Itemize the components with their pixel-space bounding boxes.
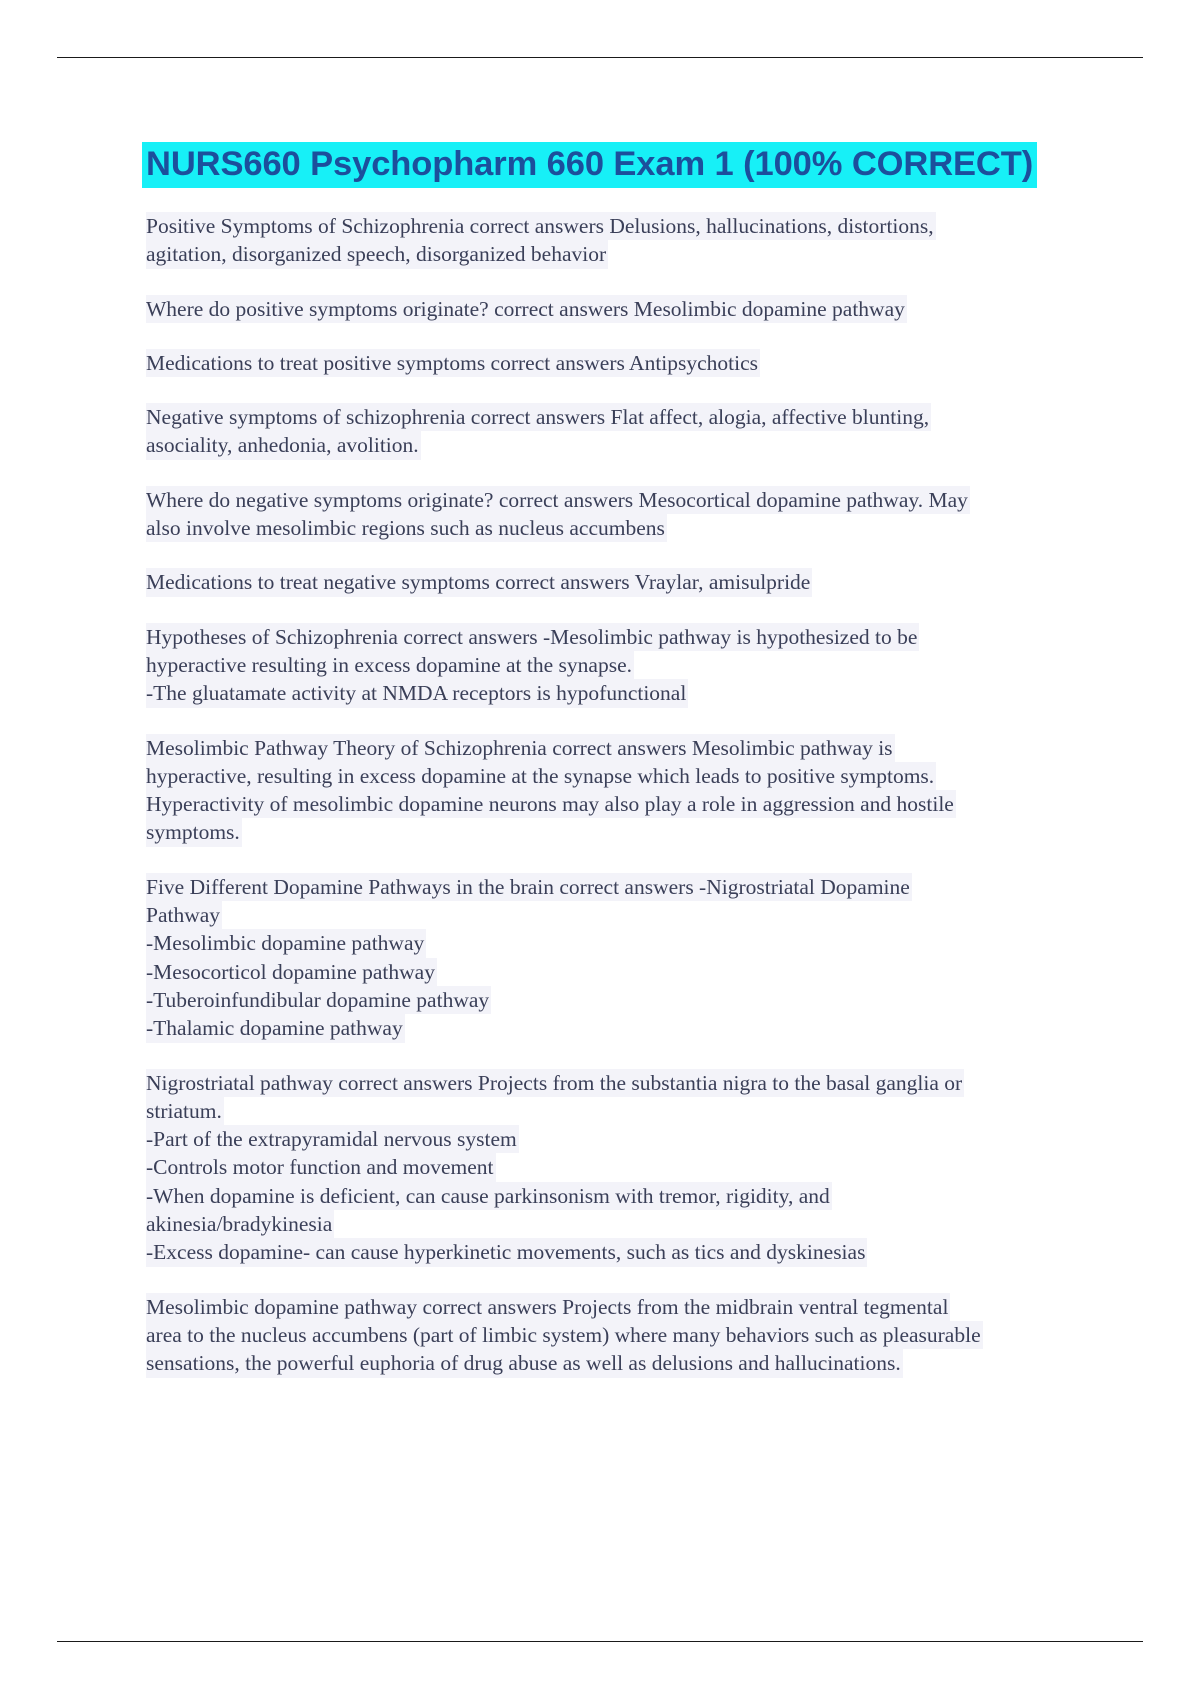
qa-line: agitation, disorganized speech, disorganized behavior bbox=[146, 240, 608, 268]
qa-line-row bbox=[146, 818, 1096, 846]
qa-line: Mesolimbic Pathway Theory of Schizophrenia correct answers Mesolimbic pathway is bbox=[146, 734, 895, 762]
qa-line: -When dopamine is deficient, can cause parkinsonism with tremor, rigidity, and bbox=[146, 1182, 832, 1210]
qa-line: Hypotheses of Schizophrenia correct answers -Mesolimbic pathway is hypothesized to be bbox=[146, 623, 919, 651]
qa-line: -Tuberoinfundibular dopamine pathway bbox=[146, 986, 491, 1014]
qa-line-row bbox=[146, 901, 1096, 929]
qa-line-row bbox=[146, 486, 1096, 514]
qa-line-row bbox=[146, 403, 1096, 431]
qa-line: -Mesocorticol dopamine pathway bbox=[146, 958, 437, 986]
qa-line: -Part of the extrapyramidal nervous system bbox=[146, 1125, 519, 1153]
qa-line-row bbox=[146, 295, 1096, 323]
qa-entry bbox=[146, 295, 1096, 323]
qa-line-row bbox=[146, 1069, 1096, 1097]
qa-entry bbox=[146, 568, 1096, 596]
qa-line-row bbox=[146, 762, 1096, 790]
qa-line-row bbox=[146, 1238, 1096, 1266]
top-rule bbox=[57, 57, 1143, 58]
qa-line: sensations, the powerful euphoria of drug abuse as well as delusions and hallucinations. bbox=[146, 1349, 903, 1377]
qa-line-row bbox=[146, 958, 1096, 986]
qa-line: asociality, anhedonia, avolition. bbox=[146, 431, 421, 459]
qa-entry bbox=[146, 1069, 1096, 1267]
qa-line: area to the nucleus accumbens (part of limbic system) where many behaviors such as pleasurable bbox=[146, 1321, 983, 1349]
qa-line-row bbox=[146, 1321, 1096, 1349]
qa-line: -Excess dopamine- can cause hyperkinetic movements, such as tics and dyskinesias bbox=[146, 1238, 867, 1266]
qa-line-row bbox=[146, 734, 1096, 762]
qa-line: Medications to treat positive symptoms correct answers Antipsychotics bbox=[146, 349, 760, 377]
qa-line-row bbox=[146, 1293, 1096, 1321]
document-body bbox=[146, 142, 1096, 1404]
qa-line-row bbox=[146, 1182, 1096, 1210]
qa-entry bbox=[146, 349, 1096, 377]
qa-line-row bbox=[146, 1097, 1096, 1125]
qa-line: Positive Symptoms of Schizophrenia correct answers Delusions, hallucinations, distortions, bbox=[146, 212, 936, 240]
qa-line-row bbox=[146, 873, 1096, 901]
qa-line: akinesia/bradykinesia bbox=[146, 1210, 334, 1238]
qa-line: -Mesolimbic dopamine pathway bbox=[146, 929, 426, 957]
qa-entry bbox=[146, 212, 1096, 269]
qa-line: Medications to treat negative symptoms correct answers Vraylar, amisulpride bbox=[146, 568, 812, 596]
qa-list bbox=[146, 212, 1096, 1378]
qa-line-row bbox=[146, 1014, 1096, 1042]
qa-line-row bbox=[146, 1210, 1096, 1238]
qa-line: -Thalamic dopamine pathway bbox=[146, 1014, 405, 1042]
qa-entry bbox=[146, 623, 1096, 708]
qa-line: Hyperactivity of mesolimbic dopamine neurons may also play a role in aggression and hostile bbox=[146, 790, 956, 818]
qa-line-row bbox=[146, 1349, 1096, 1377]
qa-line: striatum. bbox=[146, 1097, 224, 1125]
qa-line-row bbox=[146, 240, 1096, 268]
qa-line-row bbox=[146, 986, 1096, 1014]
qa-line-row bbox=[146, 431, 1096, 459]
qa-line-row bbox=[146, 514, 1096, 542]
qa-line-row bbox=[146, 623, 1096, 651]
qa-entry bbox=[146, 1293, 1096, 1378]
bottom-rule bbox=[57, 1641, 1143, 1642]
qa-line: Mesolimbic dopamine pathway correct answers Projects from the midbrain ventral tegmental bbox=[146, 1293, 950, 1321]
qa-line-row bbox=[146, 1125, 1096, 1153]
qa-line: -Controls motor function and movement bbox=[146, 1153, 496, 1181]
qa-line: Nigrostriatal pathway correct answers Projects from the substantia nigra to the basal ganglia or bbox=[146, 1069, 964, 1097]
qa-line: Pathway bbox=[146, 901, 222, 929]
qa-line: Negative symptoms of schizophrenia correct answers Flat affect, alogia, affective blunting, bbox=[146, 403, 931, 431]
qa-line-row bbox=[146, 679, 1096, 707]
qa-line: Where do negative symptoms originate? correct answers Mesocortical dopamine pathway. May bbox=[146, 486, 970, 514]
qa-entry bbox=[146, 403, 1096, 460]
qa-line-row bbox=[146, 651, 1096, 679]
document-title: NURS660 Psychopharm 660 Exam 1 (100% CORRECT) bbox=[142, 142, 1037, 188]
qa-line: Where do positive symptoms originate? correct answers Mesolimbic dopamine pathway bbox=[146, 295, 907, 323]
qa-line-row bbox=[146, 212, 1096, 240]
qa-line: hyperactive resulting in excess dopamine at the synapse. bbox=[146, 651, 634, 679]
qa-line-row bbox=[146, 1153, 1096, 1181]
qa-line-row bbox=[146, 790, 1096, 818]
qa-line-row bbox=[146, 929, 1096, 957]
qa-line: also involve mesolimbic regions such as nucleus accumbens bbox=[146, 514, 667, 542]
qa-line: symptoms. bbox=[146, 818, 242, 846]
qa-line: -The gluatamate activity at NMDA receptors is hypofunctional bbox=[146, 679, 688, 707]
qa-line-row bbox=[146, 349, 1096, 377]
qa-entry bbox=[146, 734, 1096, 847]
qa-line: hyperactive, resulting in excess dopamine at the synapse which leads to positive symptoms. bbox=[146, 762, 936, 790]
qa-line: Five Different Dopamine Pathways in the brain correct answers -Nigrostriatal Dopamine bbox=[146, 873, 912, 901]
qa-entry bbox=[146, 873, 1096, 1043]
qa-line-row bbox=[146, 568, 1096, 596]
qa-entry bbox=[146, 486, 1096, 543]
